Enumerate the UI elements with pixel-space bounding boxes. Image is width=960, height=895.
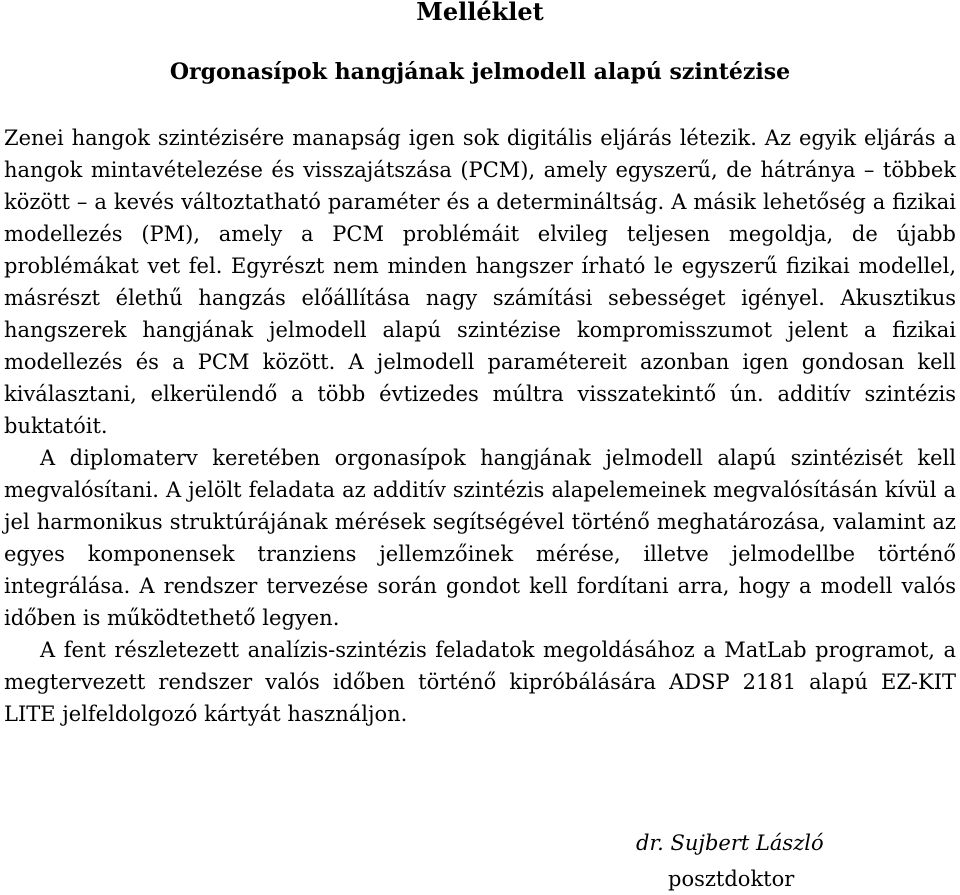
signature-block	[0, 828, 956, 895]
document-page	[4, 0, 956, 730]
paragraph-intro: Zenei hangok szintézisére manapság igen sok digitális eljárás létezik. Az egyik eljárás a hangok mintavételezése és visszajátszása (PCM), amely egyszerű, de hátránya – többek között – a kevés változtatható paraméter és a determináltság. A másik lehetőség a fizikai modellezés (PM), amely a PCM problémáit elvileg teljesen megoldja, de újabb problémákat vet fel. Egyrészt nem minden hangszer írható le egyszerű fizikai modellel, másrészt élethű hangzás előállítása nagy számítási sebességet igényel. Akusztikus hangszerek hangjának jelmodell alapú szintézise kompromisszumot jelent a fizikai modellezés és a PCM között. A jelmodell paramétereit azonban igen gondosan kell kiválasztani, elkerülendő a több évtizedes múltra visszatekintő ún. additív szintézis buktatóit.	[4, 126, 956, 438]
signature-name: dr. Sujbert László	[636, 831, 824, 855]
document-body	[4, 122, 956, 730]
signature-position: posztdoktor	[668, 867, 795, 891]
paragraph-tools: A fent részletezett analízis-szintézis feladatok megoldásához a MatLab programot, a megtervezett rendszer valós időben történő kipróbálására ADSP 2181 alapú EZ-KIT LITE jelfeldolgozó kártyát használjon.	[4, 638, 956, 726]
document-title: Orgonasípok hangjának jelmodell alapú szintézise	[169, 59, 791, 85]
paragraph-task: A diplomaterv keretében orgonasípok hangjának jelmodell alapú szintézisét kell megvalósítani. A jelölt feladata az additív szintézis alapelemeinek megvalósításán kívül a jel harmonikus struktúrájának mérések segítségével történő meghatározása, valamint az egyes komponensek tranziens jellemzőinek mérése, illetve jelmodellbe történő integrálása. A rendszer tervezése során gondot kell fordítani arra, hogy a modell valós időben is működtethető legyen.	[4, 446, 956, 630]
appendix-heading: Melléklet	[416, 0, 544, 26]
